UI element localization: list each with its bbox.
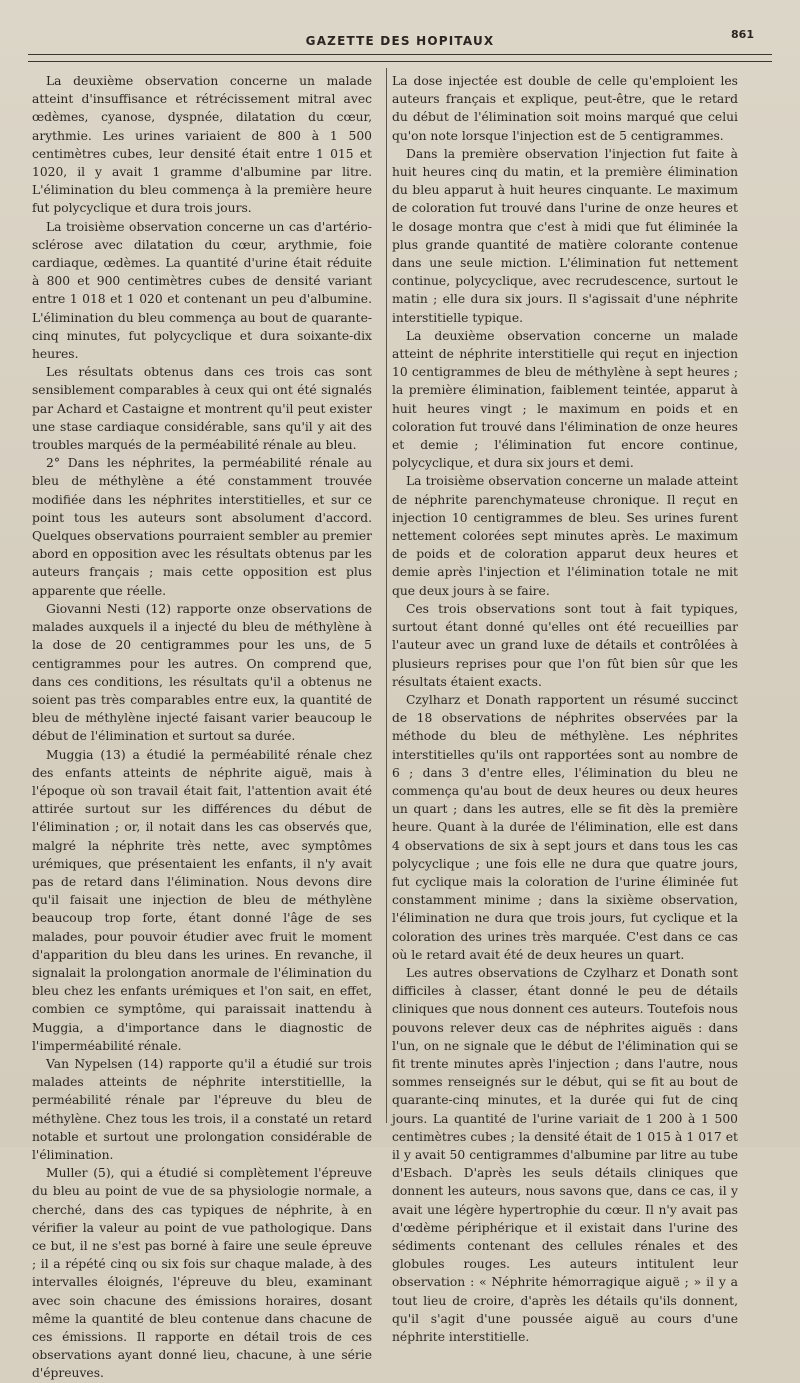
- running-title: GAZETTE DES HOPITAUX: [305, 34, 495, 48]
- paragraph: Czylharz et Donath rapportent un résumé succinct de 18 observations de néphrites observées par la méthode du bleu de méthylène. Les néphrites interstitielles qu'ils ont rapportées sont au nombre de 6 ; dans 3 d'entre elles, l'élimination du bleu ne commença qu'au bout de deux heures ou deux heures un quart ; dans les autres, elle se fit dès la première heure. Quant à la durée de l'élimination, elle est dans 4 observations de six à sept jours et dans tous les cas polycyclique ; une fois elle ne dura que quatre jours, fut cyclique mais la coloration de l'urine éliminée fut constamment minime ; dans la sixième observation, l'élimination ne dura que trois jours, fut cyclique et la coloration des urines très marquée. C'est dans ce cas où le retard avait été de deux heures un quart.: [392, 692, 738, 962]
- paragraph: La dose injectée est double de celle qu'emploient les auteurs français et explique, peut-être, que le retard du début de l'élimination soit moins marqué que celui qu'on note lorsque l'injection est de 5 centigrammes.: [392, 74, 738, 143]
- header-rule-top: [28, 54, 772, 55]
- page-header: [28, 30, 772, 56]
- paragraph: La troisième observation concerne un malade atteint de néphrite parenchymateuse chronique. Il reçut en injection 10 centigrammes de bleu. Ses urines furent nettement colorées sept minutes après. Le maximum de poids et de coloration apparut deux heures et demie après l'injection et l'élimination totale ne mit que deux jours à se faire.: [392, 474, 738, 598]
- paragraph: Ces trois observations sont tout à fait typiques, surtout étant donné qu'elles ont été recueillies par l'auteur avec un grand luxe de détails et contrôlées à plusieurs reprises pour que l'on fût bien sûr que les résultats étaient exacts.: [392, 601, 738, 689]
- paragraph: 2° Dans les néphrites, la perméabilité rénale au bleu de méthylène a été constamment trouvée modifiée dans les néphrites interstitielles, et sur ce point tous les auteurs sont absolument d'accord. Quelques observations pourraient sembler au premier abord en opposition avec les résultats obtenus par les auteurs français ; mais cette opposition est plus apparente que réelle.: [32, 456, 372, 598]
- paragraph: La deuxième observation concerne un malade atteint de néphrite interstitielle qui reçut en injection 10 centigrammes de bleu de méthylène à sept heures ; la première élimination, faiblement teintée, apparut à huit heures vingt ; le maximum en poids et en coloration fut trouvé dans l'élimination de onze heures et demie ; l'élimination fut encore continue, polycyclique, et dura six jours et demi.: [392, 328, 738, 471]
- paragraph: Dans la première observation l'injection fut faite à huit heures cinq du matin, et la première élimination du bleu apparut à huit heures cinquante. Le maximum de coloration fut trouvé dans l'urine de onze heures et le dosage montra que c'est à midi que fut éliminée la plus grande quantité de matière colorante contenue dans une seule miction. L'élimination fut nettement continue, polycyclique, avec recrudescence, surtout le matin ; elle dura six jours. Il s'agissait d'une néphrite interstitielle typique.: [392, 146, 738, 325]
- paragraph: Les autres observations de Czylharz et Donath sont difficiles à classer, étant donné le peu de détails cliniques que nous donnent ces auteurs. Toutefois nous pouvons relever deux cas de néphrites aiguës : dans l'un, on ne signale que le début de l'élimination qui se fit trente minutes après l'injection ; dans l'autre, nous sommes renseignés sur le début, qui se fit au bout de quarante-cinq minutes, et la durée qui fut de cinq jours. La quantité de l'urine variait de 1 200 à 1 500 centimètres cubes ; la densité était de 1 015 à 1 017 et il y avait 50 centigrammes d'albumine par litre au tube d'Esbach. D'après les seuls détails cliniques que donnent les auteurs, nous savons que, dans ce cas, il y avait une légère hypertrophie du cœur. Il n'y avait pas d'œdème périphérique et il existait dans l'urine des sédiments contenant des cellules rénales et des globules rouges. Les auteurs intitulent leur observation : « Néphrite hémorragique aiguë ; » il y a tout lieu de croire, d'après les détails qu'ils donnent, qu'il s'agit d'une poussée aiguë au cours d'une néphrite interstitielle.: [392, 965, 738, 1345]
- paragraph: La deuxième observation concerne un malade atteint d'insuffisance et rétrécissement mitral avec œdèmes, cyanose, dyspnée, dilatation du cœur, arythmie. Les urines variaient de 800 à 1 500 centimètres cubes, leur densité était entre 1 015 et 1020, il y avait 1 gramme d'albumine par litre. L'élimination du bleu commença à la première heure fut polycyclique et dura trois jours.: [32, 74, 372, 216]
- paragraph: Muller (5), qui a étudié si complètement l'épreuve du bleu au point de vue de sa physiologie normale, a cherché, dans des cas typiques de néphrite, à en vérifier la valeur au point de vue pathologique. Dans ce but, il ne s'est pas borné à faire une seule épreuve ; il a répété cinq ou six fois sur chaque malade, à des intervalles éloignés, l'épreuve du bleu, examinant avec soin chacune des émissions horaires, dosant même la quantité de bleu contenue dans chacune de ces émissions. Il rapporte en détail trois de ces observations ayant donné lieu, chacune, à une série d'épreuves.: [32, 1166, 372, 1381]
- column-divider: [386, 68, 387, 1123]
- paragraph: La troisième observation concerne un cas d'artério-sclérose avec dilatation du cœur, arythmie, foie cardiaque, œdèmes. La quantité d'urine était réduite à 800 et 900 centimètres cubes de densité variant entre 1 018 et 1 020 et contenant un peu d'albumine. L'élimination du bleu commença au bout de quarante-cinq minutes, fut polycyclique et dura soixante-dix heures.: [32, 219, 372, 362]
- right-column: [392, 72, 738, 1346]
- paragraph: Van Nypelsen (14) rapporte qu'il a étudié sur trois malades atteints de néphrite interstitiellle, la perméabilité rénale par l'épreuve du bleu de méthylène. Chez tous les trois, il a constaté un retard notable et surtout une prolongation considérable de l'élimination.: [32, 1056, 372, 1162]
- paragraph: Les résultats obtenus dans ces trois cas sont sensiblement comparables à ceux qui ont été signalés par Achard et Castaigne et montrent qu'il peut exister une stase cardiaque considérable, sans qu'il y ait des troubles marqués de la perméabilité rénale au bleu.: [32, 365, 372, 453]
- paragraph: Muggia (13) a étudié la perméabilité rénale chez des enfants atteints de néphrite aiguë, mais à l'époque où son travail était fait, l'attention avait été attirée surtout sur les différences du début de l'élimination ; or, il notait dans les cas observés que, malgré la néphrite très nette, avec symptômes urémiques, que présentaient les enfants, il n'y avait pas de retard dans l'élimination. Nous devons dire qu'il faisait une injection de bleu de méthylène beaucoup trop forte, étant donné l'âge de ses malades, pour pouvoir étudier avec fruit le moment d'apparition du bleu dans les urines. En revanche, il signalait la prolongation anormale de l'élimination du bleu chez les enfants urémiques et l'on sait, en effet, combien ce symptôme, qui paraissait inattendu à Muggia, a d'importance dans le diagnostic de l'imperméabilité rénale.: [32, 747, 372, 1053]
- page-number: 861: [731, 28, 754, 41]
- paragraph: Giovanni Nesti (12) rapporte onze observations de malades auxquels il a injecté du bleu de méthylène à la dose de 20 centigrammes pour les uns, de 5 centigrammes pour les autres. On comprend que, dans ces conditions, les résultats qu'il a obtenus ne soient pas très comparables entre eux, la quantité de bleu de méthylène injecté faisant varier beaucoup le début de l'élimination et surtout sa durée.: [32, 601, 372, 744]
- left-column: [32, 72, 372, 1383]
- header-rule-bottom: [28, 61, 772, 62]
